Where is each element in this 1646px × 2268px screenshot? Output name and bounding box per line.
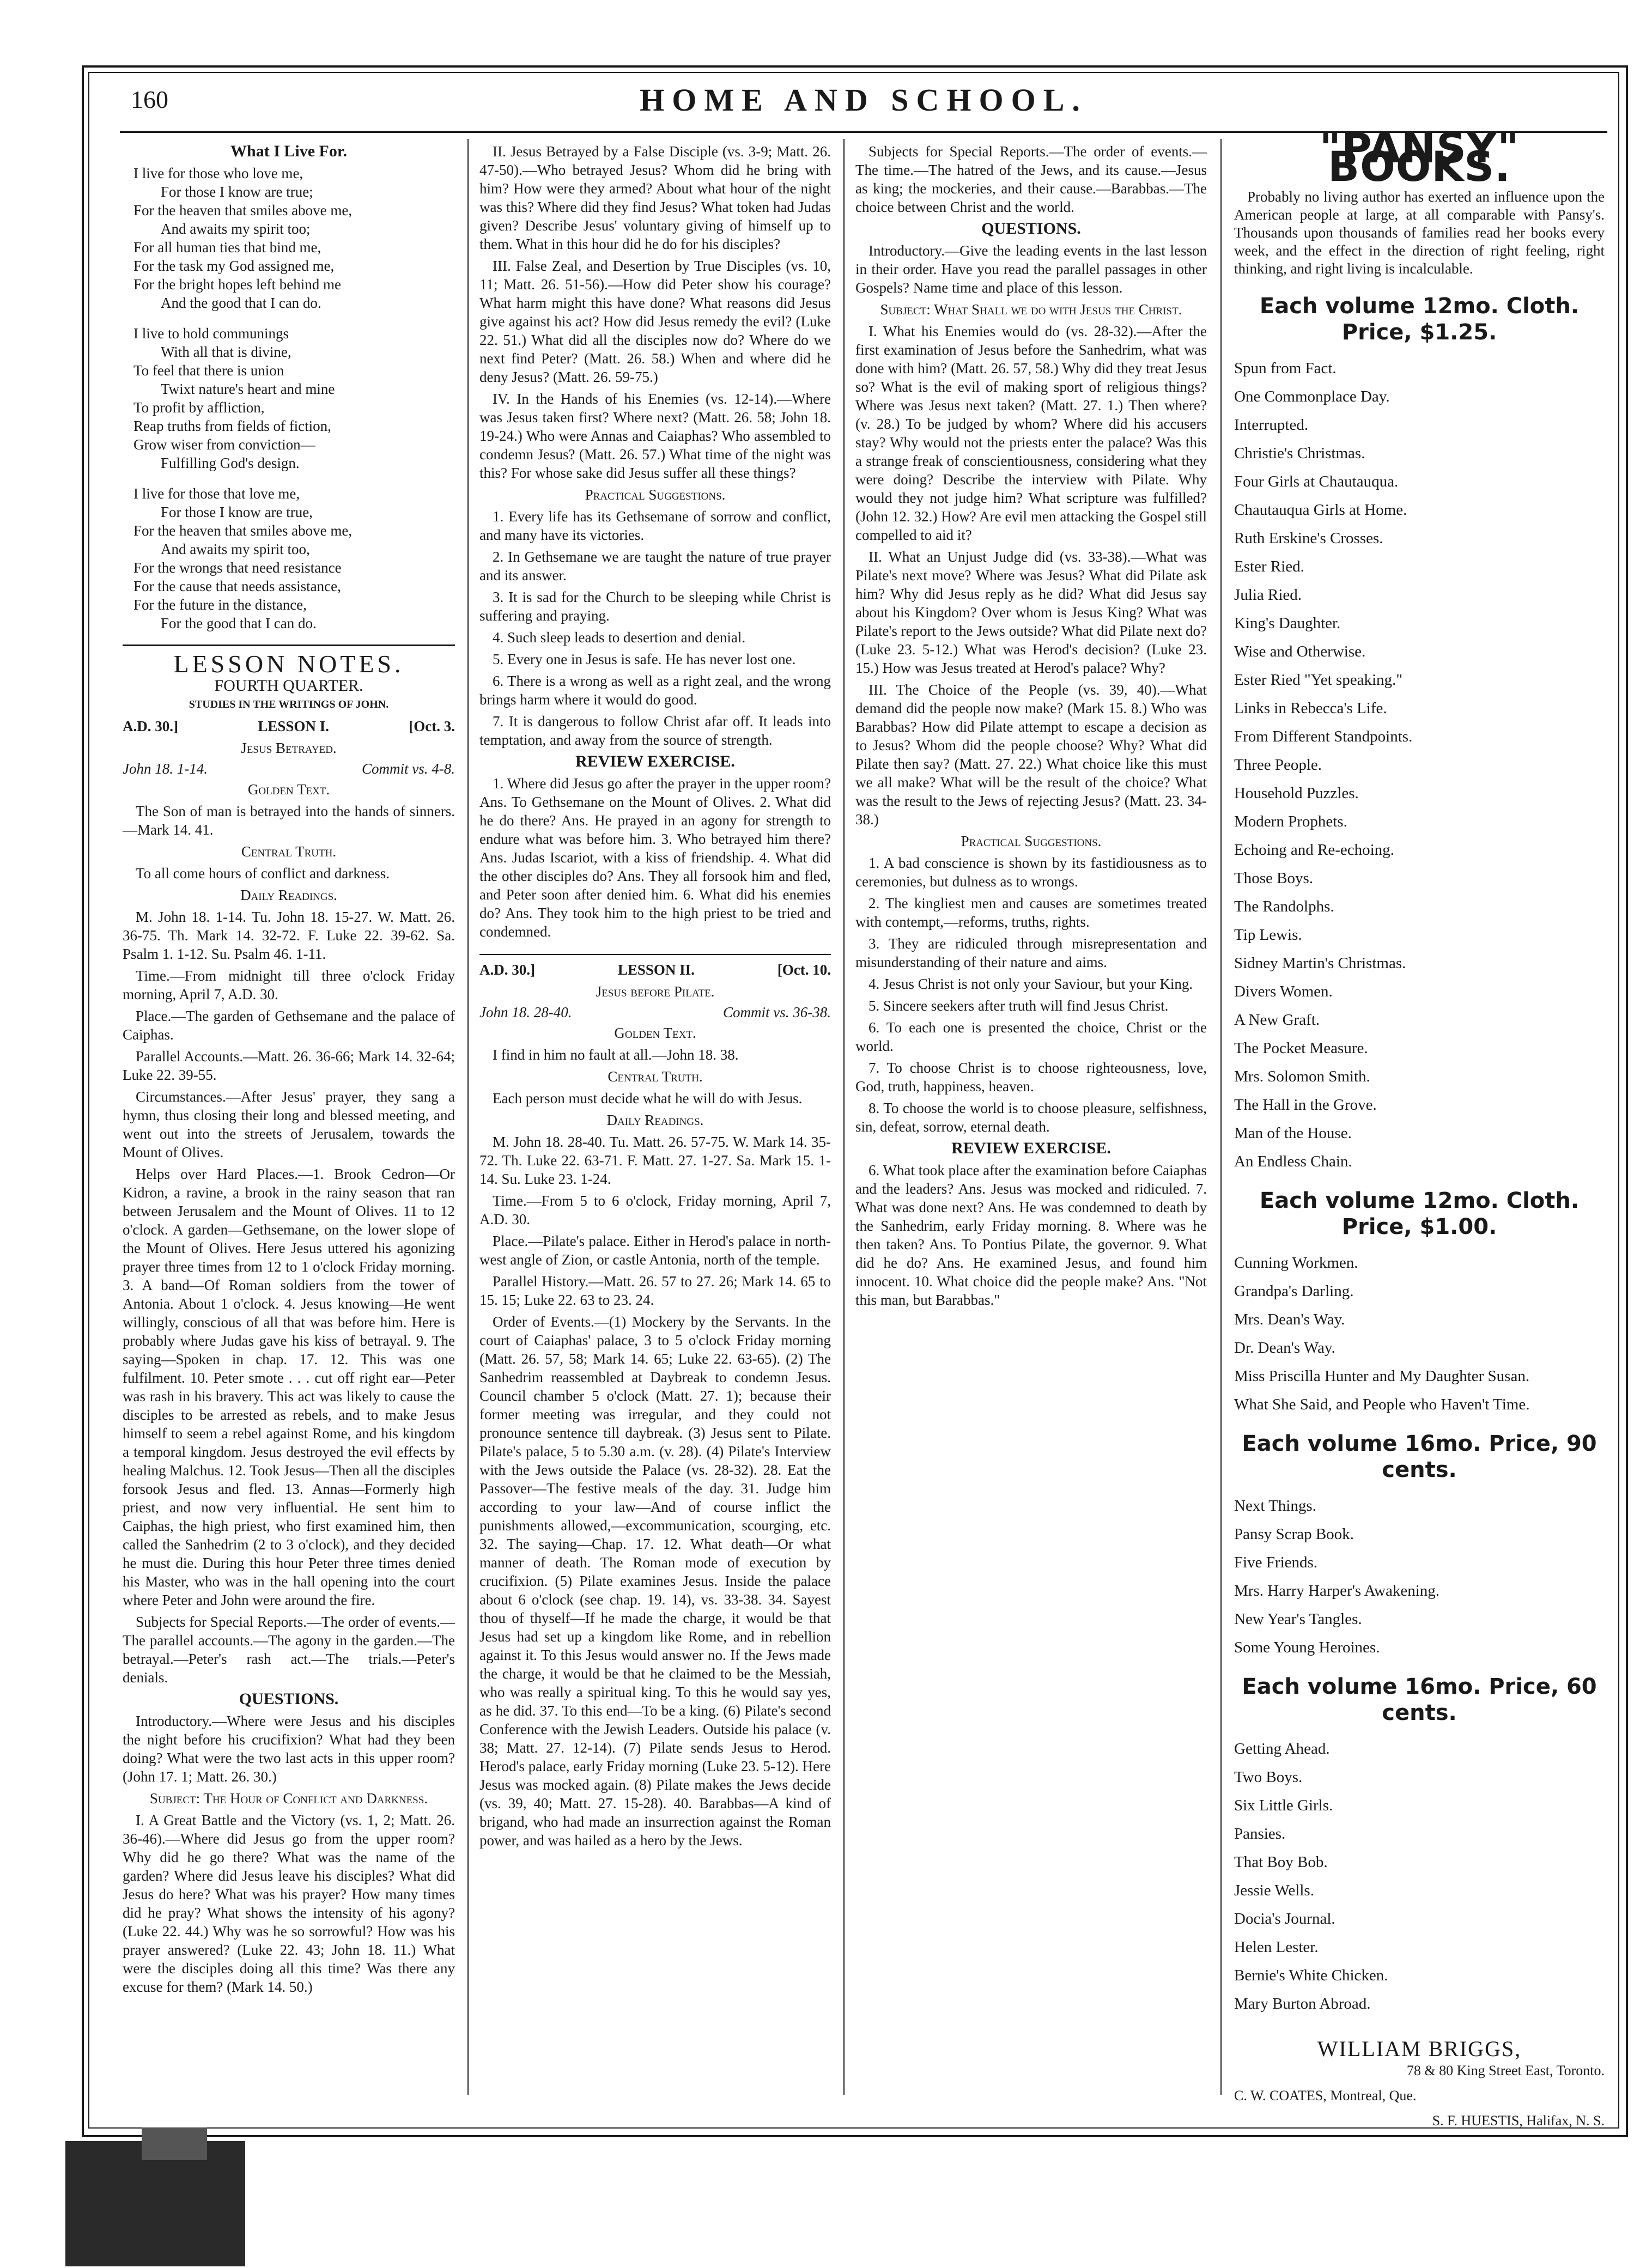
book-title: Pansy Scrap Book.	[1234, 1525, 1354, 1543]
book-title: The Hall in the Grove.	[1234, 1096, 1377, 1114]
commit-verses: Commit vs. 4-8.	[362, 761, 455, 777]
book-title: An Endless Chain.	[1234, 1153, 1352, 1170]
circumstances: Circumstances.—After Jesus' prayer, they sang a hymn, thus closing their long and blessed meeting, and went out into the streets of Jerusalem, towards the Mount of Olives.	[123, 1089, 455, 1160]
poem-line: Grow wiser from conviction—	[133, 436, 315, 453]
central-truth: To all come hours of conflict and darkness.	[136, 865, 390, 881]
quarter-heading: FOURTH QUARTER.	[214, 677, 363, 695]
daily-readings-label: Daily Readings.	[240, 887, 337, 903]
book-title: Six Little Girls.	[1234, 1797, 1333, 1814]
question-section: I. A Great Battle and the Victory (vs. 1, 2; Matt. 26. 36-46).—Where did Jesus go from the upper room? Why did he go there? What was the name of the garden? Where did Jesus leave his disciples? What did Jesus do here? What was his prayer? How many times did he pray? What shows the intensity of his agony? (Luke 22. 44.) Why was he so sorrowful? How was his prayer answered? (Luke 22. 43; John 18. 11.) What were the disciples doing all this time? Was there any excuse for them? (Mark 14. 50.)	[123, 1812, 455, 1995]
book-title: Five Friends.	[1234, 1554, 1318, 1571]
lesson-time: Time.—From midnight till three o'clock Friday morning, April 7, A.D. 30.	[123, 968, 455, 1002]
book-title: Ester Ried.	[1234, 558, 1304, 575]
practical-suggestion: 2. The kingliest men and causes are sometimes treated with contempt,—reforms, truths, rights.	[855, 895, 1207, 930]
book-title: Mrs. Harry Harper's Awakening.	[1234, 1582, 1440, 1600]
poem-line: And awaits my spirit too;	[161, 221, 311, 237]
poem-stanza-3	[133, 484, 455, 633]
book-title: Grandpa's Darling.	[1234, 1282, 1354, 1300]
masthead: HOME AND SCHOOL.	[640, 82, 1088, 118]
lesson-2-header	[479, 960, 831, 979]
price-heading: Each volume 16mo. Price, 60 cents.	[1242, 1674, 1597, 1725]
book-title: New Year's Tangles.	[1234, 1610, 1362, 1628]
column-divider	[467, 139, 469, 2095]
price-heading: Each volume 12mo. Cloth. Price, $1.00.	[1259, 1188, 1580, 1239]
column-1	[123, 139, 455, 2095]
lesson-divider	[479, 954, 831, 955]
daily-readings: M. John 18. 1-14. Tu. John 18. 15-27. W. Matt. 26. 36-75. Th. Mark 14. 32-72. F. Luke 22. 39-62. Sa. Psalm 1. 1-12. Su. Psalm 46. 1-11.	[123, 909, 455, 962]
practical-suggestions-label: Practical Suggestions.	[585, 487, 726, 503]
book-list-60	[1234, 1735, 1605, 2018]
book-title: Interrupted.	[1234, 416, 1309, 434]
introductory: Introductory.—Give the leading events in the last lesson in their order. Have you read the parallel passages in other Gospels? Name time and place of this lesson.	[855, 242, 1207, 296]
lesson-reference-row	[123, 759, 455, 778]
central-truth: Each person must decide what he will do with Jesus.	[493, 1090, 803, 1106]
book-title: Two Boys.	[1234, 1768, 1303, 1786]
book-title: Jessie Wells.	[1234, 1882, 1314, 1899]
book-title: Echoing and Re-echoing.	[1234, 841, 1394, 859]
book-list-90	[1234, 1492, 1605, 1662]
book-title: Ester Ried "Yet speaking."	[1234, 671, 1403, 689]
central-truth-label: Central Truth.	[608, 1068, 703, 1085]
golden-text-label: Golden Text.	[247, 781, 330, 798]
poem-line: For all human ties that bind me,	[133, 239, 321, 256]
book-title: Links in Rebecca's Life.	[1234, 700, 1387, 717]
book-title: The Pocket Measure.	[1234, 1039, 1368, 1057]
lesson-title: Jesus Betrayed.	[241, 740, 337, 756]
special-reports: Subjects for Special Reports.—The order of events.—The time.—The hatred of the Jews, and its cause.—Jesus as king; the mockeries, and their cause.—Barabbas.—The choice between Christ and the world.	[855, 143, 1207, 215]
scan-artifact	[142, 2127, 207, 2160]
poem-line: With all that is divine,	[161, 344, 291, 360]
book-title: Those Boys.	[1234, 869, 1313, 887]
book-title: Household Puzzles.	[1234, 785, 1359, 802]
question-section: II. Jesus Betrayed by a False Disciple (vs. 3-9; Matt. 26. 47-50).—Who betrayed Jesus? Whom did he bring with him? How were they armed? About what hour of the night was this? Where did they find Jesus? What token had Judas given? Describe Jesus' voluntary giving of himself up to them. What in this hour did he do for his disciples?	[479, 143, 831, 252]
book-title: Ruth Erskine's Crosses.	[1234, 530, 1383, 547]
book-title: A New Graft.	[1234, 1011, 1320, 1029]
book-title: Three People.	[1234, 756, 1322, 774]
parallel-history: Parallel History.—Matt. 26. 57 to 27. 26; Mark 14. 65 to 15. 15; Luke 22. 63 to 23. 24.	[479, 1273, 831, 1308]
practical-suggestion: 5. Sincere seekers after truth will find Jesus Christ.	[868, 998, 1169, 1014]
lesson-place: Place.—Pilate's palace. Either in Herod's palace in north-west angle of Zion, or castle Antonia, north of the temple.	[479, 1233, 831, 1268]
question-section: II. What an Unjust Judge did (vs. 33-38).—What was Pilate's next move? Where was Jesus? What did Pilate ask him? Why did Jesus reply as he did? What did Jesus say about his Kingdom? Over whom is Jesus King? What was Pilate's report to the Jews outside? What did Pilate next do? (Luke 23. 5-12.) What was Herod's decision? (Luke 23. 15.) How was Jesus treated at Herod's palace? Why?	[855, 549, 1207, 676]
practical-suggestion: 4. Jesus Christ is not only your Saviour, but your King.	[868, 976, 1193, 992]
practical-suggestion: 4. Such sleep leads to desertion and denial.	[493, 629, 746, 646]
lesson-reference-row	[479, 1003, 831, 1021]
publisher-address: 78 & 80 King Street East, Toronto.	[1406, 2063, 1605, 2078]
poem-line: Twixt nature's heart and mine	[161, 381, 335, 397]
book-title: Man of the House.	[1234, 1124, 1352, 1142]
practical-suggestion: 1. A bad conscience is shown by its fastidiousness as to ceremonies, but dulness as to wrongs.	[855, 855, 1207, 890]
lesson-day: [Oct. 10.	[777, 962, 831, 978]
price-heading: Each volume 16mo. Price, 90 cents.	[1242, 1431, 1597, 1482]
book-title: Helen Lester.	[1234, 1938, 1319, 1956]
questions-heading: QUESTIONS.	[239, 1690, 339, 1708]
question-section: IV. In the Hands of his Enemies (vs. 12-14).—Where was Jesus taken first? Where next? (Matt. 26. 58; John 18. 19-24.) Who were Annas and Caiaphas? Who assembled to condemn Jesus? (Matt. 26. 57.) What time of the night was this? For whose sake did Jesus suffer all these things?	[479, 391, 831, 481]
lesson-date: A.D. 30.]	[123, 718, 178, 734]
pansy-books-advertisement	[1234, 124, 1605, 2129]
book-title: Mary Burton Abroad.	[1234, 1995, 1371, 2012]
book-title: Getting Ahead.	[1234, 1740, 1330, 1758]
poem-line: For the task my God assigned me,	[133, 258, 335, 274]
poem-line: And awaits my spirit too,	[161, 541, 310, 557]
poem-line: Fulfilling God's design.	[161, 455, 300, 471]
question-section: I. What his Enemies would do (vs. 28-32).—After the first examination of Jesus before the Sanhedrim, what was done with him? (Matt. 26. 57, 58.) Why did they treat Jesus so? What is the evil of making sport of religious things? Where was Jesus next taken? (Matt. 27. 1.) Then where? (v. 28.) To be judged by whom? Where did his accusers stay? Why would not the priests enter the palace? Was this a strange freak of conscientiousness, considering what they were doing? Describe the interview with Pilate. Why would they not judge him? What scripture was fulfilled? (John 12. 32.) How? Are evil men attacking the Gospel still compelled to aid it?	[855, 323, 1207, 543]
poem-line: To profit by affliction,	[133, 399, 265, 416]
golden-text: The Son of man is betrayed into the hands of sinners.—Mark 14. 41.	[123, 803, 455, 838]
review-exercise: 6. What took place after the examination before Caiaphas and the leaders? Ans. Jesus was mocked and ridiculed. 7. What was done next? Ans. He was condemned to death by the Sanhedrim, early Friday morning. 8. Where was he then taken? Ans. To Pontius Pilate, the governor. 9. What did he do? Ans. He examined Jesus, and found him innocent. 10. What choice did the people make? Ans. "Not this man, but Barabbas."	[855, 1162, 1207, 1308]
practical-suggestion: 5. Every one in Jesus is safe. He has never lost one.	[493, 651, 796, 667]
book-title: Spun from Fact.	[1234, 360, 1337, 377]
practical-suggestions-label: Practical Suggestions.	[961, 833, 1102, 849]
poem-line: For the heaven that smiles above me,	[133, 522, 353, 539]
practical-suggestion: 3. It is sad for the Church to be sleeping while Christ is suffering and praying.	[479, 589, 831, 624]
column-3	[855, 139, 1207, 2095]
lesson-1-header	[123, 717, 455, 735]
practical-suggestion: 7. To choose Christ is to choose righteousness, love, God, truth, happiness, heaven.	[855, 1060, 1207, 1095]
practical-suggestion: 8. To choose the world is to choose pleasure, selfishness, sin, defeat, sorrow, eternal death.	[855, 1100, 1207, 1135]
ad-intro: Probably no living author has exerted an influence upon the American people at large, at all comparable with Pansy's. Thousands upon thousands of families read her books every week, and the effect in the direction of right feeling, right thinking, and right living is incalculable.	[1234, 189, 1605, 277]
poem-title: What I Live For.	[230, 142, 347, 160]
question-section: III. The Choice of the People (vs. 39, 40).—What demand did the people now make? (Mark 15. 8.) Who was Barabbas? How did Pilate attempt to escape a decision as to Jesus? Whom did the people choose? Why? What did Pilate then say? (Matt. 27. 22.) What choice like this must we all make? What will be the result of the choice? What was the result to the Jews of rejecting Jesus? (Matt. 23. 34-38.)	[855, 682, 1207, 828]
review-exercise-heading: REVIEW EXERCISE.	[575, 752, 735, 770]
poem-line: For the wrongs that need resistance	[133, 560, 342, 576]
daily-readings: M. John 18. 28-40. Tu. Matt. 26. 57-75. W. Mark 14. 35-72. Th. Luke 22. 63-71. F. Matt. 27. 1-27. Sa. Mark 15. 1-14. Su. Luke 23. 1-24.	[479, 1134, 831, 1187]
book-title: Next Things.	[1234, 1497, 1316, 1515]
book-title: Some Young Heroines.	[1234, 1639, 1380, 1656]
lesson-date: A.D. 30.]	[479, 962, 535, 978]
poem-line: To feel that there is union	[133, 362, 284, 379]
poem-line: For the good that I can do.	[161, 615, 317, 631]
ad-title: "PANSY" BOOKS.	[1319, 124, 1520, 191]
book-title: Chautauqua Girls at Home.	[1234, 501, 1407, 519]
poem-line: I live to hold communings	[133, 325, 289, 342]
price-heading: Each volume 12mo. Cloth. Price, $1.25.	[1259, 294, 1580, 345]
poem-line: And the good that I can do.	[161, 295, 321, 311]
book-title: Pansies.	[1234, 1825, 1286, 1843]
book-title: Modern Prophets.	[1234, 813, 1347, 830]
practical-suggestion: 6. There is a wrong as well as a right zeal, and the wrong brings harm where it would do good.	[479, 673, 831, 708]
column-2	[479, 139, 831, 2095]
book-title: Tip Lewis.	[1234, 926, 1302, 944]
book-title: That Boy Bob.	[1234, 1853, 1328, 1871]
book-title: Miss Priscilla Hunter and My Daughter Susan.	[1234, 1367, 1530, 1385]
review-exercise: 1. Where did Jesus go after the prayer in the upper room? Ans. To Gethsemane on the Mount of Olives. 2. What did he do there? Ans. He prayed in an agony for strength to endure what was before him. 3. Who betrayed him there? Ans. Judas Iscariot, with a kiss of friendship. 4. What did the other disciples do? Ans. They all forsook him and fled, and Peter soon after denied him. 6. What did his enemies do? Ans. They took him to the high priest to be tried and condemned.	[479, 775, 831, 940]
lesson-reference: John 18. 28-40.	[479, 1004, 572, 1020]
lesson-subject: Subject: The Hour of Conflict and Darkness.	[149, 1790, 428, 1807]
lesson-title: Jesus before Pilate.	[596, 983, 715, 1000]
book-list-125	[1234, 354, 1605, 1176]
lesson-day: [Oct. 3.	[409, 718, 455, 734]
poem-stanza-1	[133, 164, 455, 312]
book-list-100	[1234, 1249, 1605, 1419]
review-exercise-heading: REVIEW EXERCISE.	[951, 1139, 1111, 1157]
poem-line: For the future in the distance,	[133, 597, 307, 613]
book-title: Docia's Journal.	[1234, 1910, 1335, 1928]
order-of-events: Order of Events.—(1) Mockery by the Servants. In the court of Caiaphas' palace, 3 to 5 o'clock Friday morning (Matt. 26. 57, 58; Mark 14. 65; Luke 22. 63-65). (2) The Sanhedrim reassembled at Daybreak to condemn Jesus. Council chamber 5 o'clock (Matt. 27. 1); because their former meeting was irregular, and they could not pronounce sentence till daybreak. (3) Jesus sent to Pilate. Pilate's palace, 5 to 5.30 a.m. (v. 28). (4) Pilate's Interview with the Jews outside the Palace (vs. 28-32). 28. Eat the Passover—The festive meals of the day. 31. Judge him according to your law—And of course inflict the punishments allowed,—excommunication, scourging, etc. 32. The saying—Chap. 17. 12. What death—Or what manner of death. The Roman mode of execution by crucifixion. (5) Pilate examines Jesus. Inside the palace about 6 o'clock (see chap. 19. 14), vs. 33-38. 34. Sayest thou of thyself—If he made the charge, it would be that Jesus had set up a kingdom like Rome, and in rebellion against it. To this Jesus would answer no. If the Jews made the charge, it would be that he claimed to be the Messiah, who was really a spiritual king. To this he would say yes, as he did. 37. To this end—To be a king. (6) Pilate's second Conference with the Jewish Leaders. Outside his palace (v. 38; Matt. 27. 12-14). (7) Pilate sends Jesus to Herod. Herod's palace, early Friday morning (Luke 23. 5-12). Here Jesus was mocked again. (8) Pilate makes the Jews decide (vs. 39, 40; Matt. 27. 15-28). 40. Barabbas—A kind of brigand, who had made an insurrection against the Roman power, and was hailed as a hero by the Jews.	[479, 1314, 831, 1849]
book-title: Bernie's White Chicken.	[1234, 1967, 1388, 1984]
poem-line: I live for those who love me,	[133, 165, 303, 181]
book-title: Mrs. Solomon Smith.	[1234, 1068, 1370, 1085]
introductory: Introductory.—Where were Jesus and his disciples the night before his crucifixion? What had they been doing? What were the two last acts in this upper room? (John 17. 1; Matt. 26. 30.)	[123, 1713, 455, 1785]
poem-line: For the heaven that smiles above me,	[133, 202, 353, 218]
column-divider	[843, 139, 845, 2095]
agent-halifax: S. F. HUESTIS, Halifax, N. S.	[1432, 2113, 1605, 2129]
question-section: III. False Zeal, and Desertion by True Disciples (vs. 10, 11; Matt. 26. 51-56).—How did Peter show his courage? What harm might this have done? What reasons did Jesus give against his act? How did Jesus remedy the evil? (Luke 22. 51.) What did all the disciples now do? Where do we next find Peter? (Matt. 26. 58.) When and where did he deny Jesus? (Matt. 26. 59-75.)	[479, 258, 831, 385]
poem-line: For the cause that needs assistance,	[133, 578, 341, 594]
publisher-name: WILLIAM BRIGGS,	[1317, 2036, 1522, 2061]
page-number: 160	[131, 86, 168, 113]
poem-line: I live for those that love me,	[133, 485, 300, 502]
book-title: The Randolphs.	[1234, 898, 1334, 915]
column-divider	[1220, 139, 1222, 2095]
practical-suggestion: 6. To each one is presented the choice, Christ or the world.	[855, 1019, 1207, 1054]
special-reports: Subjects for Special Reports.—The order of events.—The parallel accounts.—The agony in the garden.—The betrayal.—Peter's rash act.—The trials.—Peter's denials.	[123, 1614, 455, 1686]
daily-readings-label: Daily Readings.	[606, 1112, 704, 1128]
practical-suggestion: 3. They are ridiculed through misrepresentation and misunderstanding of their nature and aims.	[855, 935, 1207, 970]
golden-text-label: Golden Text.	[614, 1025, 696, 1041]
poem-line: For those I know are true,	[161, 504, 313, 520]
central-truth-label: Central Truth.	[241, 843, 337, 860]
lesson-notes-heading: LESSON NOTES.	[123, 644, 455, 673]
lesson-label: LESSON I.	[258, 718, 329, 734]
practical-suggestion: 7. It is dangerous to follow Christ afar off. It leads into temptation, and away from the source of strength.	[479, 713, 831, 748]
book-title: Divers Women.	[1234, 983, 1333, 1000]
book-title: Julia Ried.	[1234, 586, 1302, 604]
poem-line: For those I know are true;	[161, 184, 313, 200]
book-title: Christie's Christmas.	[1234, 445, 1365, 462]
commit-verses: Commit vs. 36-38.	[723, 1004, 831, 1020]
lesson-place: Place.—The garden of Gethsemane and the palace of Caiphas.	[123, 1008, 455, 1043]
book-title: Four Girls at Chautauqua.	[1234, 473, 1399, 490]
studies-heading: STUDIES IN THE WRITINGS OF JOHN.	[189, 698, 389, 710]
agent-montreal: C. W. COATES, Montreal, Que.	[1234, 2088, 1417, 2103]
book-title: Sidney Martin's Christmas.	[1234, 954, 1406, 972]
helps-over-hard-places: Helps over Hard Places.—1. Brook Cedron—Or Kidron, a ravine, a brook in the rainy season that ran between Jerusalem and the Mount of Olives. 11 to 12 o'clock. A garden—Gethsemane, on the lower slope of the Mount of Olives. Here Jesus uttered his agonizing prayer three times from 12 to 1 o'clock Friday morning. 3. A band—Of Roman soldiers from the tower of Antonia. About 1 o'clock. 4. Jesus knowing—He went willingly, conscious of all that was before him. Here is probably where Judas gave his kiss of betrayal. 9. The saying—Spoken in chap. 17. 12. This was one fulfilment. 10. Peter smote . . . cut off right ear—Peter was rash in his bravery. This act was likely to cause the disciples to be arrested as rebels, and to make Jesus himself to seem a rebel against Rome, and his kingdom a temporal kingdom. Jesus destroyed the evil effects by healing Malchus. 12. Took Jesus—Then all the disciples forsook Jesus and fled. 13. Annas—Formerly high priest, and now very influential. He sent him to Caiphas, the high priest, who first examined him, then called the Sanhedrim (2 to 3 o'clock), and they decided he must die. During this hour Peter three times denied his Master, who was in the hall opening into the court where Peter and John were around the fire.	[123, 1166, 455, 1608]
lesson-label: LESSON II.	[617, 962, 695, 978]
questions-heading: QUESTIONS.	[981, 220, 1081, 238]
book-title: What She Said, and People who Haven't Time.	[1234, 1396, 1530, 1413]
parallel-accounts: Parallel Accounts.—Matt. 26. 36-66; Mark 14. 32-64; Luke 22. 39-55.	[123, 1048, 455, 1083]
practical-suggestion: 1. Every life has its Gethsemane of sorrow and conflict, and many have its victories.	[479, 508, 831, 543]
book-title: Wise and Otherwise.	[1234, 643, 1366, 660]
golden-text: I find in him no fault at all.—John 18. 38.	[493, 1047, 739, 1063]
book-title: King's Daughter.	[1234, 615, 1341, 632]
poem-stanza-2	[133, 324, 455, 472]
book-title: From Different Standpoints.	[1234, 728, 1413, 745]
lesson-reference: John 18. 1-14.	[123, 761, 208, 777]
practical-suggestion: 2. In Gethsemane we are taught the nature of true prayer and its answer.	[479, 549, 831, 583]
poem-line: Reap truths from fields of fiction,	[133, 418, 331, 434]
poem-line: For the bright hopes left behind me	[133, 276, 341, 293]
book-title: Cunning Workmen.	[1234, 1254, 1358, 1272]
lesson-subject: Subject: What Shall we do with Jesus the Christ.	[880, 301, 1182, 318]
book-title: Mrs. Dean's Way.	[1234, 1311, 1345, 1328]
lesson-time: Time.—From 5 to 6 o'clock, Friday morning, April 7, A.D. 30.	[479, 1193, 831, 1227]
book-title: Dr. Dean's Way.	[1234, 1339, 1335, 1357]
book-title: One Commonplace Day.	[1234, 388, 1390, 405]
